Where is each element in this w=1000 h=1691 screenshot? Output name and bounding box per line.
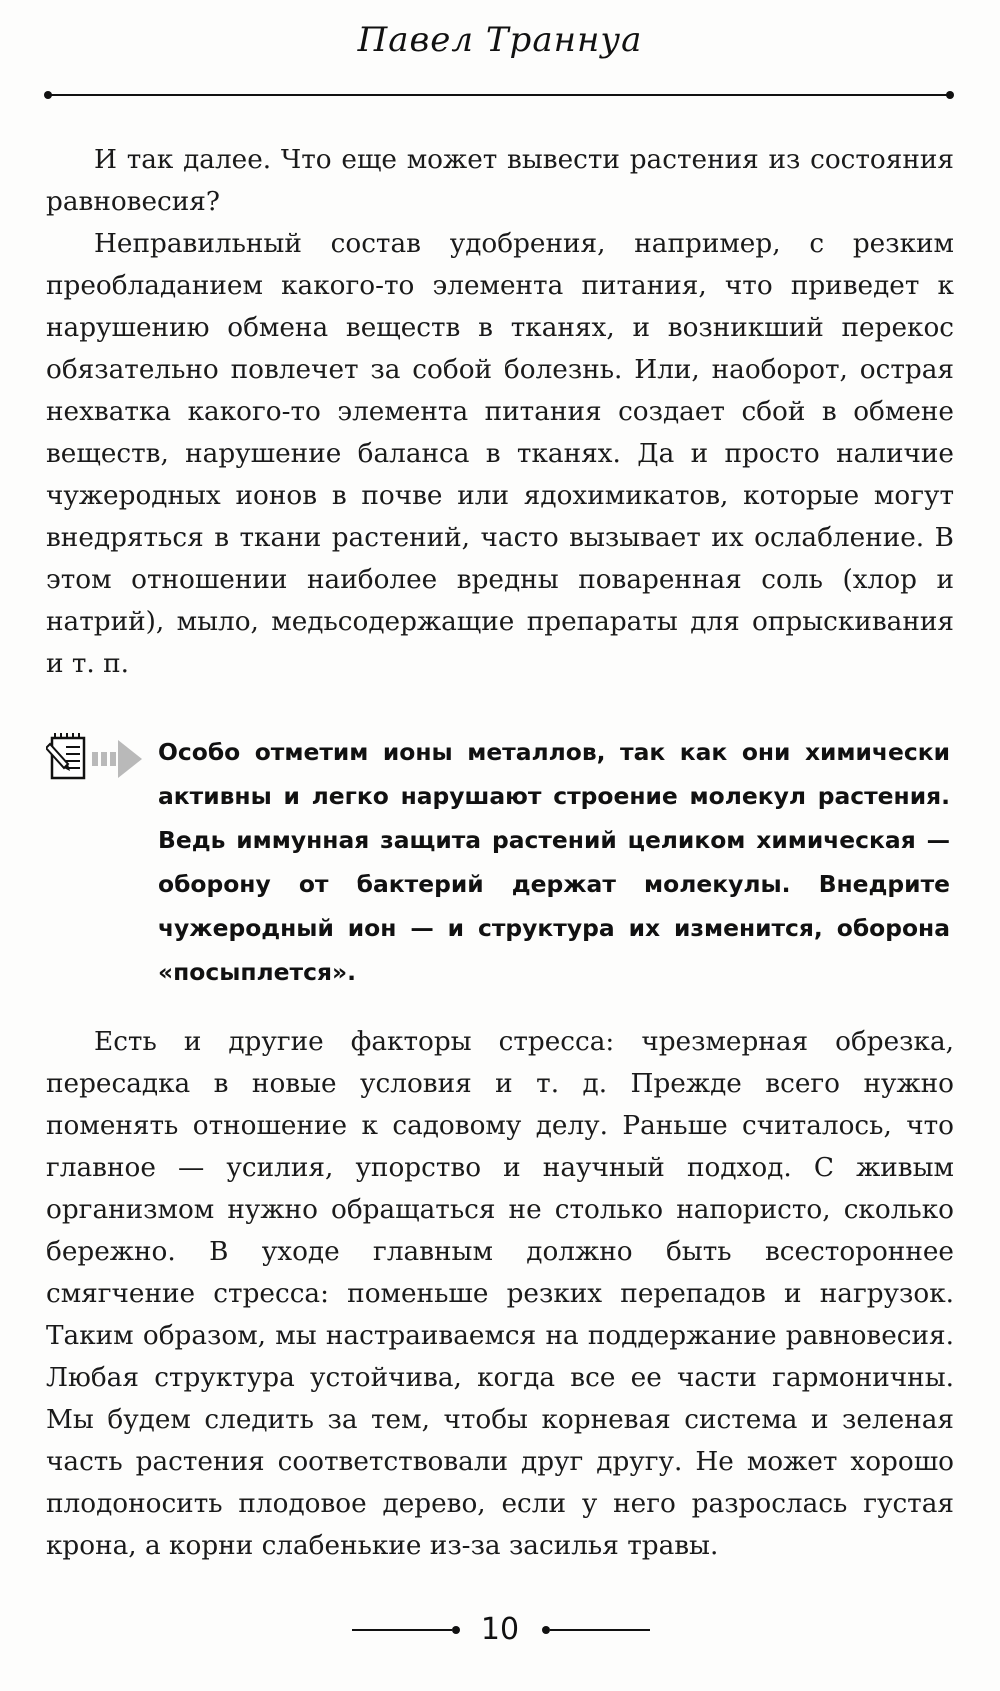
header-rule-dot-right [946,91,954,99]
footer-rule-left [352,1629,452,1631]
paragraph: Есть и другие факторы стресса: чрезмерная обрезка, пересадка в новые условия и т. д. Прежде всего нужно поменять отношение к садовому делу. Раньше считалось, что главное — усилия, упорство и научный подход. С живым организмом нужно обращаться не столько напористо, сколько бережно. В уходе главным должно быть всестороннее смягчение стресса: поменьше резких перепадов и нагрузок. Таким образом, мы настраиваемся на поддержание равновесия. Любая структура устойчива, когда все ее части гармоничны. Мы будем следить за тем, чтобы корневая система и зеленая часть растения соответствовали друг другу. Не может хорошо плодоносить плодовое дерево, если у него разрослась густая крона, а корни слабенькие из-за засилья травы. [46,1027,954,1561]
running-head-author: Павел Траннуа [357,20,643,60]
callout-note [46,730,954,986]
footer-rule-right [550,1629,650,1631]
page-footer [0,1605,1000,1655]
body-text-bottom [46,1021,954,1567]
header-rule-dot-left [44,91,52,99]
paragraph: И так далее. Что еще может вывести растения из состояния равновесия? [46,145,954,217]
paragraph: Неправильный состав удобрения, например, с резким преобладанием какого-то элемента питания, что приведет к нарушению обмена веществ в тканях, и возникший перекос обязательно повлечет за собой болезнь. Или, наоборот, острая нехватка какого-то элемента питания создает сбой в обмене веществ, нарушение баланса в тканях. Да и просто наличие чужеродных ионов в почве или ядохимикатов, которые могут внедряться в ткани растений, часто вызывает их ослабление. В этом отношении наиболее вредны поваренная соль (хлор и натрий), мыло, медьсодержащие препараты для опрыскивания и т. п. [46,229,954,679]
body-text-top [46,139,954,685]
notepad-pencil-arrow-icon [46,730,166,790]
footer-dot-right [542,1626,550,1634]
header-rule [48,94,950,96]
footer-dot-left [452,1626,460,1634]
page-number: 10 [480,1612,520,1647]
callout-text: Особо отметим ионы металлов, так как они химически активны и легко нарушают строение молекул растения. Ведь иммунная защита растений целиком химическая — оборону от бактерий держат молекулы. Внедрите чужеродный ион — и структура их изменится, оборона «посыплется». [158,738,950,986]
